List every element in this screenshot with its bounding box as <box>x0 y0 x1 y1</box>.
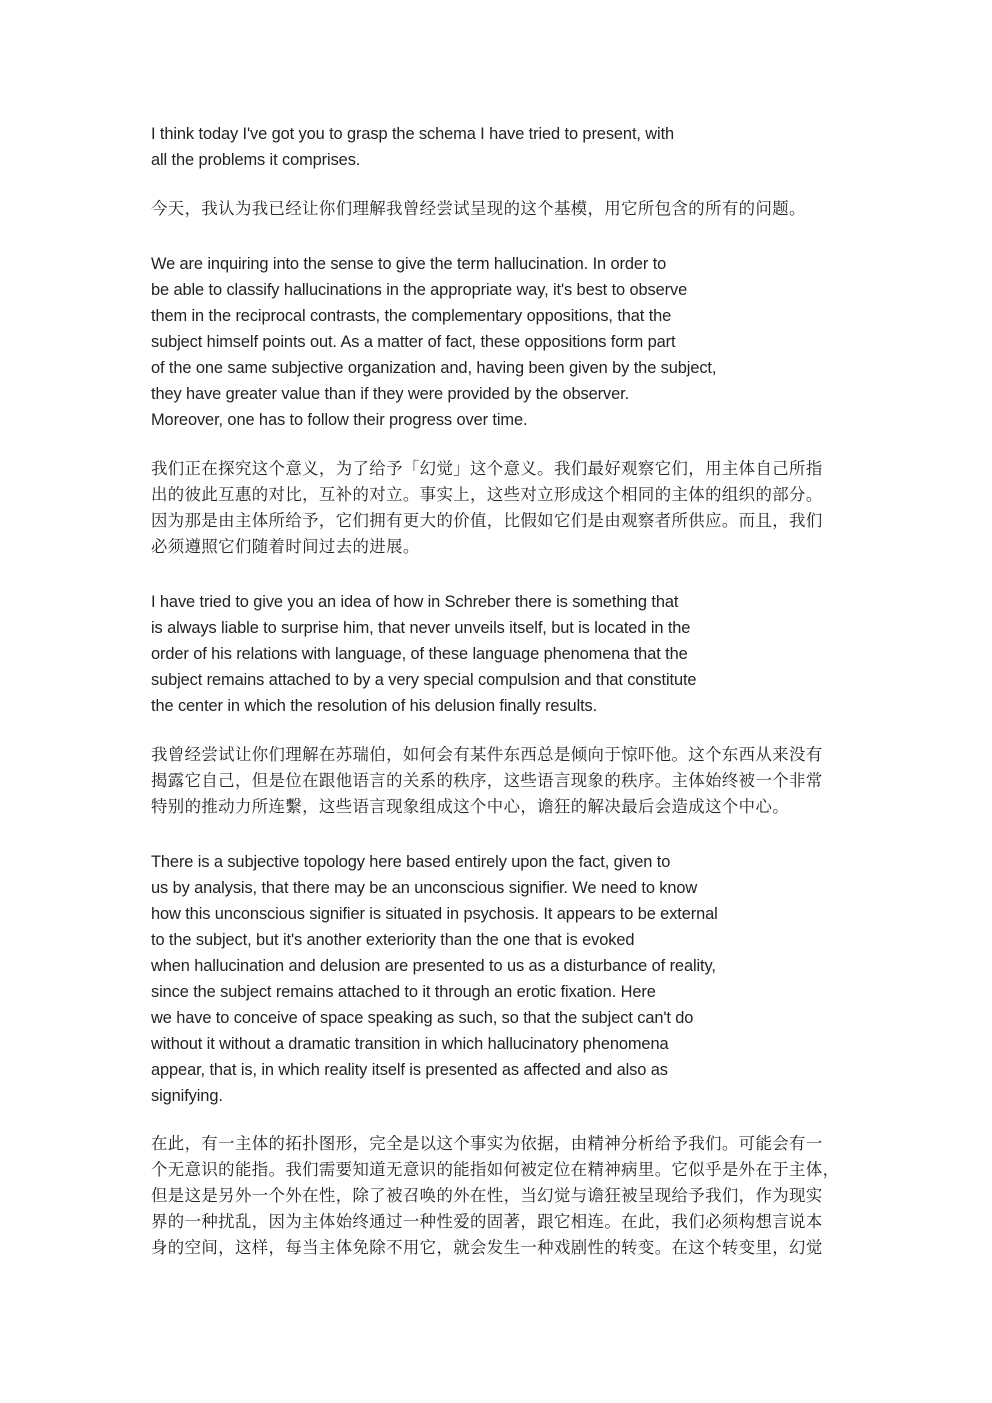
paragraph-1-line-2: all the problems it comprises. <box>151 151 361 169</box>
paragraph-8-line-2: 个无意识的能指。我们需要知道无意识的能指如何被定位在精神病里。它似乎是外在于主体， <box>151 1160 840 1179</box>
paragraph-8-line-3: 但是这是另外一个外在性，除了被召唤的外在性，当幻觉与谵狂被呈现给予我们，作为现实 <box>151 1186 823 1205</box>
paragraph-5-line-3: order of his relations with language, of these language phenomena that the <box>151 645 688 663</box>
paragraph-7-line-8: without it without a dramatic transition in which hallucinatory phenomena <box>151 1035 669 1053</box>
paragraph-3-line-1: We are inquiring into the sense to give the term hallucination. In order to <box>151 255 667 273</box>
paragraph-7-line-9: appear, that is, in which reality itself is presented as affected and also as <box>151 1061 668 1079</box>
paragraph-7-line-6: since the subject remains attached to it through an erotic fixation. Here <box>151 983 656 1001</box>
paragraph-4-line-1: 我们正在探究这个意义，为了给予「幻觉」这个意义。我们最好观察它们，用主体自己所指 <box>151 459 823 478</box>
paragraph-5-line-2: is always liable to surprise him, that never unveils itself, but is located in the <box>151 619 691 637</box>
paragraph-7-line-3: how this unconscious signifier is situated in psychosis. It appears to be external <box>151 905 718 923</box>
paragraph-7-line-10: signifying. <box>151 1087 223 1105</box>
paragraph-6-line-3: 特别的推动力所连繫，这些语言现象组成这个中心，谵狂的解决最后会造成这个中心。 <box>151 797 790 816</box>
paragraph-1-line-1: I think today I've got you to grasp the schema I have tried to present, with <box>151 125 675 143</box>
paragraph-3-line-2: be able to classify hallucinations in the appropriate way, it's best to observe <box>151 281 688 299</box>
paragraph-3-line-6: they have greater value than if they were provided by the observer. <box>151 385 630 403</box>
paragraph-2-line-1: 今天，我认为我已经让你们理解我曾经尝试呈现的这个基模，用它所包含的所有的问题。 <box>151 199 806 218</box>
paragraph-6-line-2: 揭露它自己，但是位在跟他语言的关系的秩序，这些语言现象的秩序。主体始终被一个非常 <box>151 771 823 790</box>
paragraph-7-line-5: when hallucination and delusion are presented to us as a disturbance of reality, <box>151 957 716 975</box>
paragraph-4-line-2: 出的彼此互惠的对比，互补的对立。事实上，这些对立形成这个相同的主体的组织的部分。 <box>151 485 823 504</box>
paragraph-4-line-3: 因为那是由主体所给予，它们拥有更大的价值，比假如它们是由观察者所供应。而且，我们 <box>151 511 823 530</box>
paragraph-3-line-4: subject himself points out. As a matter of fact, these oppositions form part <box>151 333 676 351</box>
paragraph-6-line-1: 我曾经尝试让你们理解在苏瑞伯，如何会有某件东西总是倾向于惊吓他。这个东西从来没有 <box>151 745 823 764</box>
paragraph-3-line-3: them in the reciprocal contrasts, the complementary oppositions, that the <box>151 307 672 325</box>
paragraph-3-line-7: Moreover, one has to follow their progress over time. <box>151 411 528 429</box>
paragraph-5-line-1: I have tried to give you an idea of how in Schreber there is something that <box>151 593 679 611</box>
paragraph-7-line-7: we have to conceive of space speaking as such, so that the subject can't do <box>151 1009 694 1027</box>
paragraph-7-line-4: to the subject, but it's another exteriority than the one that is evoked <box>151 931 635 949</box>
paragraph-8-line-5: 身的空间，这样，每当主体免除不用它，就会发生一种戏剧性的转变。在这个转变里，幻觉 <box>151 1238 823 1257</box>
paragraph-5-line-4: subject remains attached to by a very special compulsion and that constitute <box>151 671 697 689</box>
paragraph-5-line-5: the center in which the resolution of his delusion finally results. <box>151 697 598 715</box>
paragraph-3-line-5: of the one same subjective organization and, having been given by the subject, <box>151 359 717 377</box>
paragraph-7-line-2: us by analysis, that there may be an unconscious signifier. We need to know <box>151 879 698 897</box>
paragraph-7-line-1: There is a subjective topology here based entirely upon the fact, given to <box>151 853 671 871</box>
paragraph-4-line-4: 必须遵照它们随着时间过去的进展。 <box>151 537 420 556</box>
paragraph-8-line-4: 界的一种扰乱，因为主体始终通过一种性爱的固著，跟它相连。在此，我们必须构想言说本 <box>151 1212 823 1231</box>
paragraph-8-line-1: 在此，有一主体的拓扑图形，完全是以这个事实为依据，由精神分析给予我们。可能会有一 <box>151 1134 823 1153</box>
